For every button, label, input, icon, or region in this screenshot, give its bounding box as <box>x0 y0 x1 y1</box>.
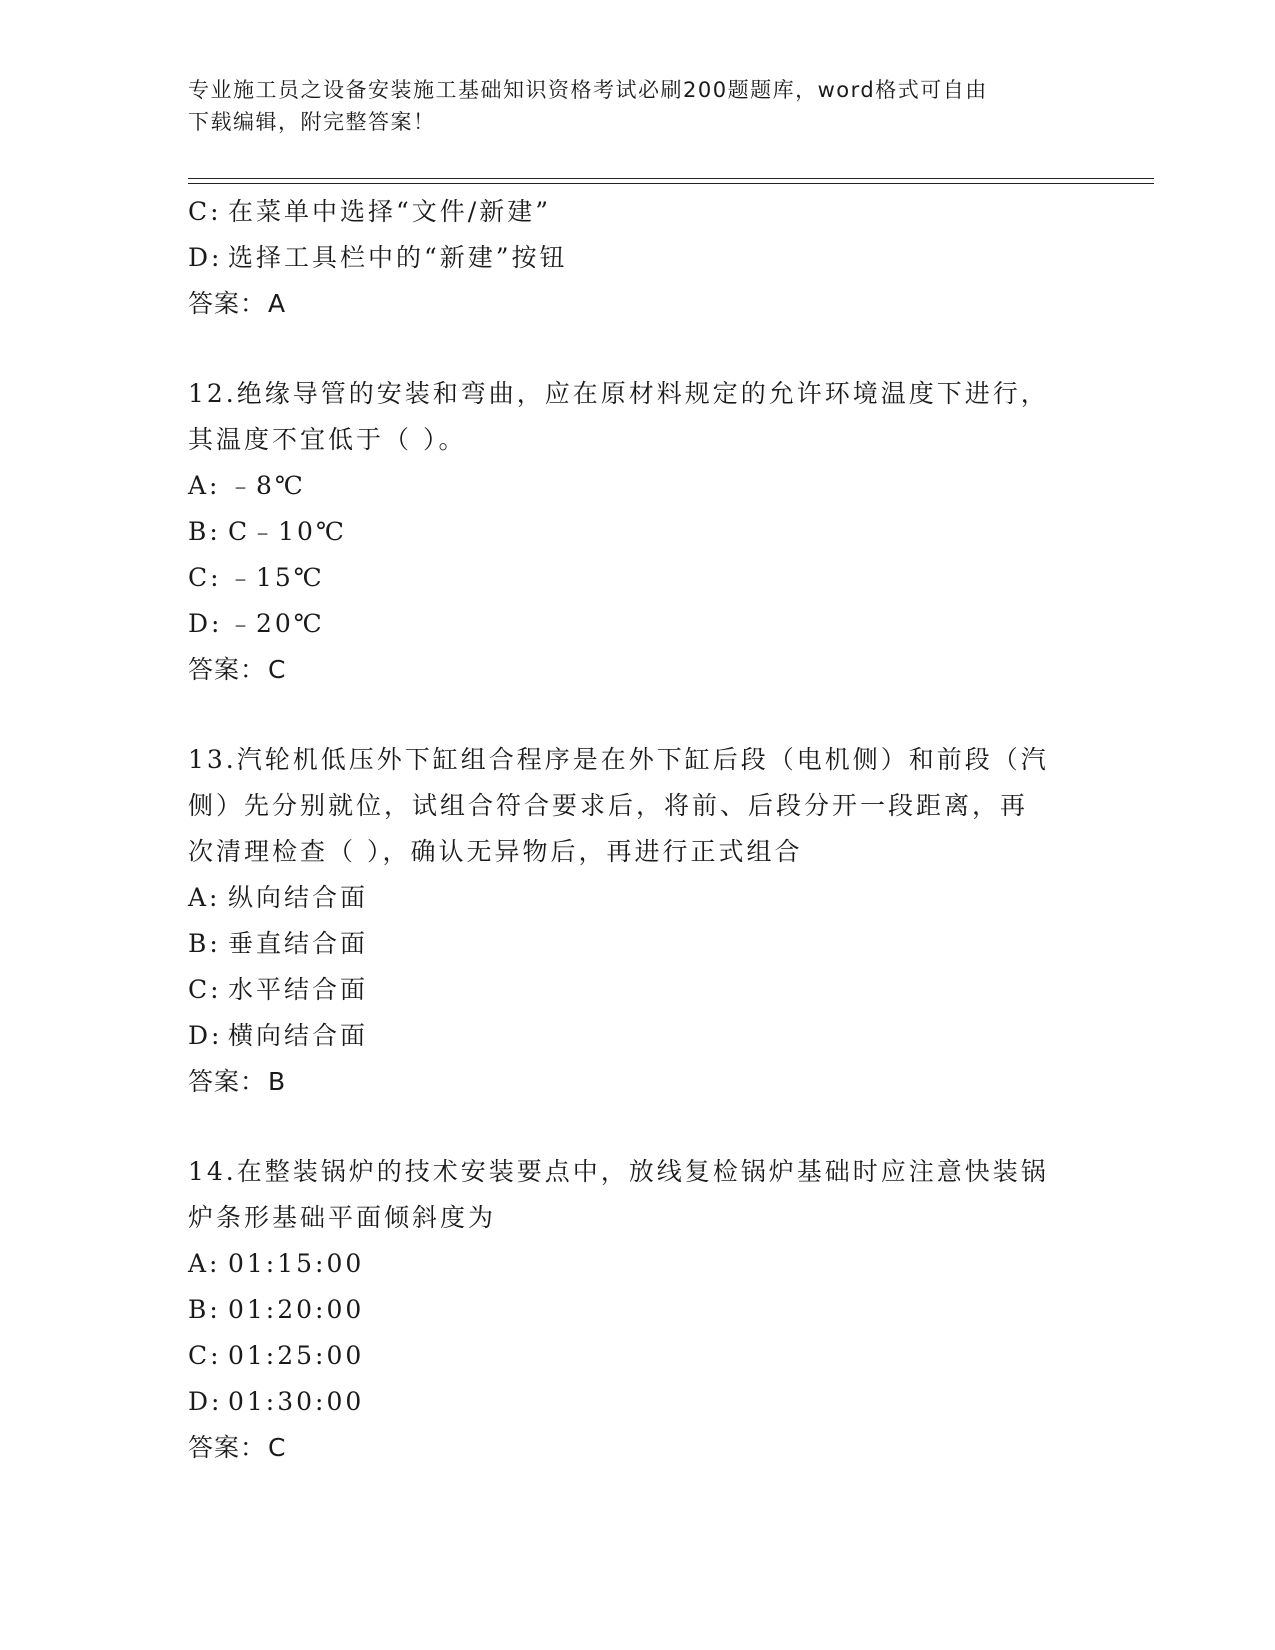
option-key: A: <box>188 883 221 912</box>
question-12 <box>188 371 1088 693</box>
option-key: A: <box>188 471 221 500</box>
answer-label: 答案： <box>188 1067 267 1096</box>
option-text: ﹣8℃ <box>228 471 306 500</box>
option-key: D: <box>188 1021 223 1050</box>
header-title-line-1: 专业施工员之设备安装施工基础知识资格考试必刷200题题库，word格式可自由 <box>188 78 988 102</box>
option-c <box>188 555 1088 601</box>
option-text: 选择工具栏中的“新建”按钮 <box>228 243 568 272</box>
option-text: 01:25:00 <box>228 1341 365 1370</box>
answer-value: C <box>268 1433 287 1462</box>
option-a <box>188 875 1088 921</box>
answer-value: C <box>268 655 287 684</box>
answer-value: B <box>268 1067 287 1096</box>
question-text-line: 炉条形基础平面倾斜度为 <box>188 1203 497 1232</box>
option-text: 01:15:00 <box>228 1249 365 1278</box>
option-d <box>188 235 1088 281</box>
answer-value: A <box>268 289 287 318</box>
question-list <box>188 189 1088 1471</box>
option-text: C﹣10℃ <box>228 517 347 546</box>
option-a <box>188 463 1088 509</box>
answer-line <box>188 281 1088 327</box>
option-text: 01:30:00 <box>228 1387 365 1416</box>
header-rule-top <box>188 178 1154 179</box>
option-c <box>188 1333 1088 1379</box>
question-text-line: 14.在整装锅炉的技术安装要点中，放线复检锅炉基础时应注意快装锅 <box>188 1157 1049 1186</box>
option-d <box>188 1379 1088 1425</box>
answer-line <box>188 1425 1088 1471</box>
question-text-line: 侧）先分别就位，试组合符合要求后，将前、后段分开一段距离，再 <box>188 791 1029 820</box>
question-13 <box>188 737 1088 1105</box>
answer-line <box>188 1059 1088 1105</box>
answer-label: 答案： <box>188 289 267 318</box>
option-key: B: <box>188 517 221 546</box>
header-rule-bottom <box>188 183 1154 184</box>
question-text-line: 次清理检查（ ），确认无异物后，再进行正式组合 <box>188 837 803 866</box>
question-text-line: 12.绝缘导管的安装和弯曲，应在原材料规定的允许环境温度下进行， <box>188 379 1049 408</box>
answer-line <box>188 647 1088 693</box>
option-text: ﹣15℃ <box>228 563 325 592</box>
option-key: C: <box>188 197 222 226</box>
option-d <box>188 1013 1088 1059</box>
option-d <box>188 601 1088 647</box>
option-c <box>188 189 1088 235</box>
question-11-tail <box>188 189 1088 327</box>
header-title-line-2: 下载编辑，附完整答案！ <box>188 110 436 134</box>
option-text: 在菜单中选择“文件/新建” <box>228 197 551 226</box>
option-key: C: <box>188 563 222 592</box>
question-text-line: 13.汽轮机低压外下缸组合程序是在外下缸后段（电机侧）和前段（汽 <box>188 745 1049 774</box>
question-text-line: 其温度不宜低于（ ）。 <box>188 425 467 454</box>
option-b <box>188 921 1088 967</box>
option-key: D: <box>188 609 223 638</box>
option-b <box>188 509 1088 555</box>
option-text: 01:20:00 <box>228 1295 365 1324</box>
option-key: A: <box>188 1249 221 1278</box>
option-key: D: <box>188 243 223 272</box>
option-key: B: <box>188 929 221 958</box>
answer-label: 答案： <box>188 1433 267 1462</box>
document-header <box>188 74 1068 138</box>
option-b <box>188 1287 1088 1333</box>
option-text: 水平结合面 <box>228 975 369 1004</box>
option-key: C: <box>188 1341 222 1370</box>
option-key: D: <box>188 1387 223 1416</box>
option-text: 纵向结合面 <box>228 883 369 912</box>
option-text: 横向结合面 <box>228 1021 369 1050</box>
option-c <box>188 967 1088 1013</box>
option-text: ﹣20℃ <box>228 609 325 638</box>
answer-label: 答案： <box>188 655 267 684</box>
option-key: C: <box>188 975 222 1004</box>
option-key: B: <box>188 1295 221 1324</box>
option-text: 垂直结合面 <box>228 929 369 958</box>
question-14 <box>188 1149 1088 1471</box>
option-a <box>188 1241 1088 1287</box>
